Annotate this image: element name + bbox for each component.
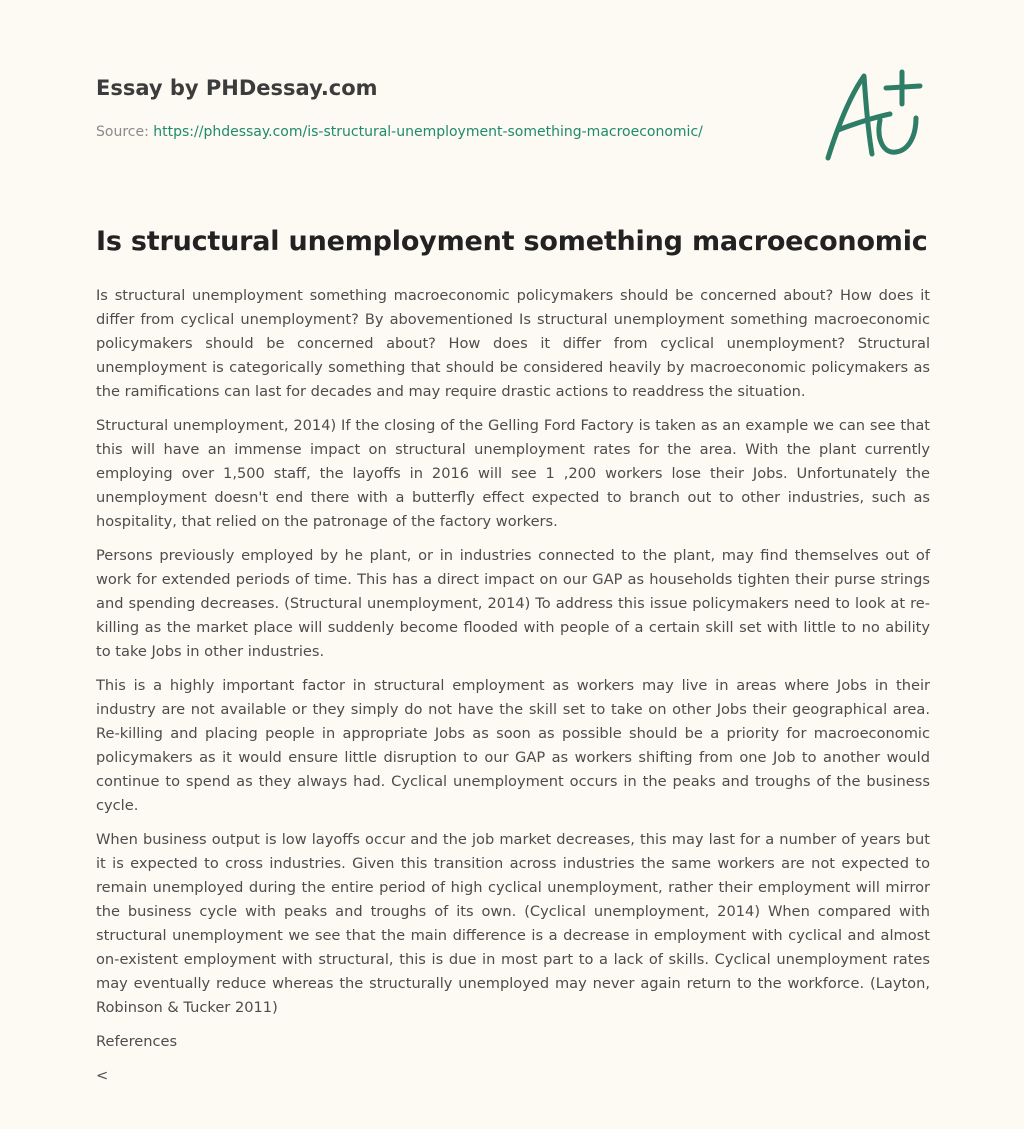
essay-body — [96, 284, 930, 1098]
references-heading: References — [96, 1033, 178, 1050]
a-plus-logo-icon — [820, 66, 924, 166]
site-brand: Essay by PHDessay.com — [96, 76, 378, 100]
essay-paragraph: Structural unemployment, 2014) If the closing of the Gelling Ford Factory is taken as an example we can see that this will have an immense impact on structural unemployment rates for the area. With the plant currently employing over 1,500 staff, the layoffs in 2016 will see 1 ,200 workers lose their Jobs. Unfortunately the unemployment doesn't end there with a butterfly effect expected to branch out to other industries, such as hospitality, that relied on the patronage of the factory workers. — [96, 417, 930, 530]
essay-title: Is structural unemployment something macroeconomic — [96, 226, 928, 257]
essay-paragraph: When business output is low layoffs occur and the job market decreases, this may last for a number of years but it is expected to cross industries. Given this transition across industries the same workers are not expected to remain unemployed during the entire period of high cyclical unemployment, rather their employment will mirror the business cycle with peaks and troughs of its own. (Cyclical unemployment, 2014) When compared with structural unemployment we see that the main difference is a decrease in employment with cyclical and almost on-existent employment with structural, this is due in most part to a lack of skills. Cyclical unemployment rates may eventually reduce whereas the structurally unemployed may never again return to the workforce. (Layton, Robinson & Tucker 2011) — [96, 831, 930, 1016]
source-label: Source: — [96, 124, 154, 140]
trailing-text: < — [96, 1067, 109, 1084]
essay-paragraph: Is structural unemployment something macroeconomic policymakers should be concerned about? How does it differ from cyclical unemployment? By abovementioned Is structural unemployment something macroeconomic policymakers should be concerned about? How does it differ from cyclical unemployment? Structural unemployment is categorically something that should be considered heavily by macroeconomic policymakers as the ramifications can last for decades and may require drastic actions to readdress the situation. — [96, 287, 930, 400]
essay-paragraph: This is a highly important factor in structural employment as workers may live in areas where Jobs in their industry are not available or they simply do not have the skill set to take on other Jobs their geographical area. Re-killing and placing people in appropriate Jobs as soon as possible should be a priority for macroeconomic policymakers as it would ensure little disruption to our GAP as workers shifting from one Job to another would continue to spend as they always had. Cyclical unemployment occurs in the peaks and troughs of the business cycle. — [96, 677, 930, 814]
source-line — [96, 124, 703, 140]
source-link[interactable]: https://phdessay.com/is-structural-unemployment-something-macroeconomic/ — [153, 124, 703, 140]
essay-paragraph: Persons previously employed by he plant, or in industries connected to the plant, may find themselves out of work for extended periods of time. This has a direct impact on our GAP as households tighten their purse strings and spending decreases. (Structural unemployment, 2014) To address this issue policymakers need to look at re-killing as the market place will suddenly become flooded with people of a certain skill set with little to no ability to take Jobs in other industries. — [96, 547, 930, 660]
